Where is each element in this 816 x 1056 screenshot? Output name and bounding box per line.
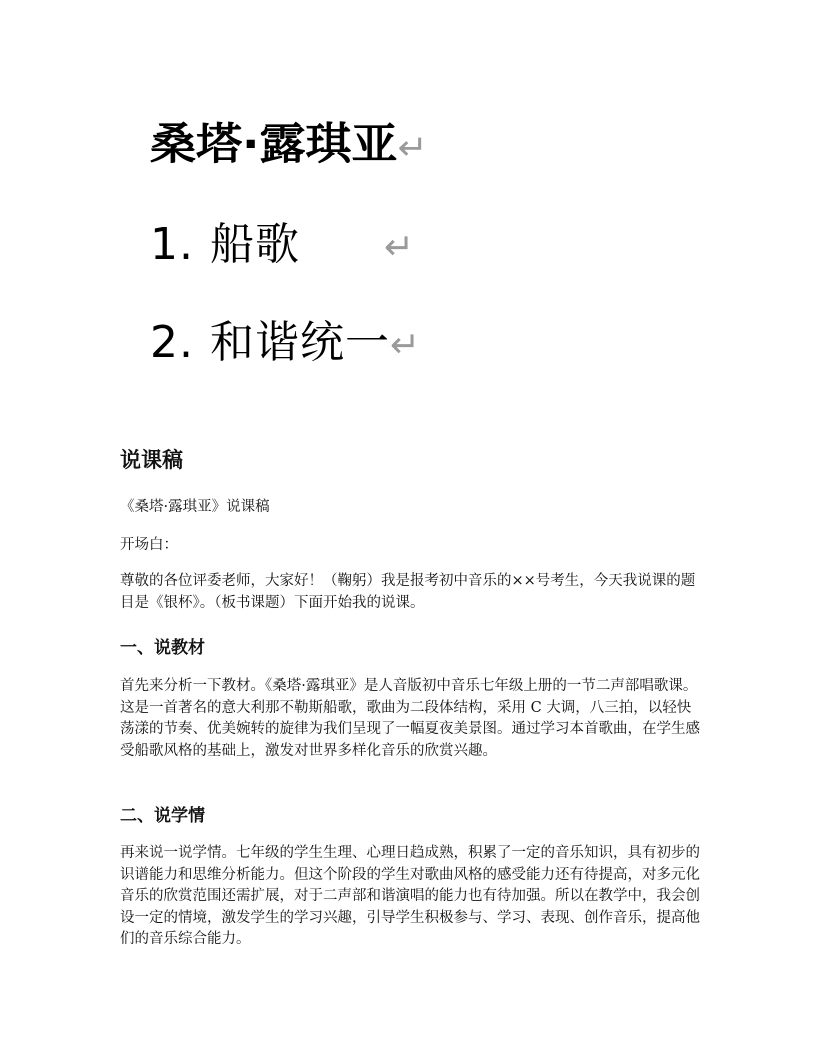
return-mark-icon: ↵ — [397, 128, 428, 168]
section-1-paragraph: 首先来分析一下教材。《桑塔·露琪亚》是人音版初中音乐七年级上册的一节二声部唱歌课。这是一首著名的意大利那不勒斯船歌，歌曲为二段体结构，采用 C 大调，八三拍，以轻快荡漾的节奏、优美婉转的旋律为我们呈现了一幅夏夜美景图。通过学习本首歌曲，在学生感受船歌风格的基础上，激发对世界多样化音乐的欣赏兴趣。 — [120, 678, 700, 759]
return-mark-icon: ↵ — [384, 227, 416, 268]
return-mark-icon: ↵ — [390, 325, 422, 366]
document-subtitle: 《桑塔·露琪亚》说课稿 — [120, 499, 270, 515]
banner-item-2-number: 2. — [150, 317, 194, 368]
banner-item-1 — [150, 208, 415, 272]
section-1-heading: 一、说教材 — [120, 638, 205, 658]
opening-paragraph: 尊敬的各位评委老师，大家好！（鞠躬）我是报考初中音乐的××号考生，今天我说课的题目是《银杯》。（板书课题）下面开始我的说课。 — [120, 573, 696, 611]
banner-item-2-text: 和谐统一 — [210, 317, 390, 368]
document-title: 说课稿 — [120, 448, 183, 472]
banner-item-2 — [150, 306, 421, 370]
banner-title-text: 桑塔·露琪亚 — [150, 118, 398, 170]
banner-item-1-text: 船歌 — [210, 219, 300, 270]
section-2-heading: 二、说学情 — [120, 806, 205, 826]
opening-label: 开场白： — [120, 537, 178, 553]
banner-item-1-number: 1. — [150, 219, 194, 270]
section-2-paragraph: 再来说一说学情。七年级的学生生理、心理日趋成熟，积累了一定的音乐知识，具有初步的识谱能力和思维分析能力。但这个阶段的学生对歌曲风格的感受能力还有待提高，对多元化音乐的欣赏范围还需扩展，对于二声部和谐演唱的能力也有待加强。所以在教学中，我会创设一定的情境，激发学生的学习兴趣，引导学生积极参与、学习、表现、创作音乐，提高他们的音乐综合能力。 — [120, 845, 700, 947]
banner-title — [150, 110, 428, 173]
